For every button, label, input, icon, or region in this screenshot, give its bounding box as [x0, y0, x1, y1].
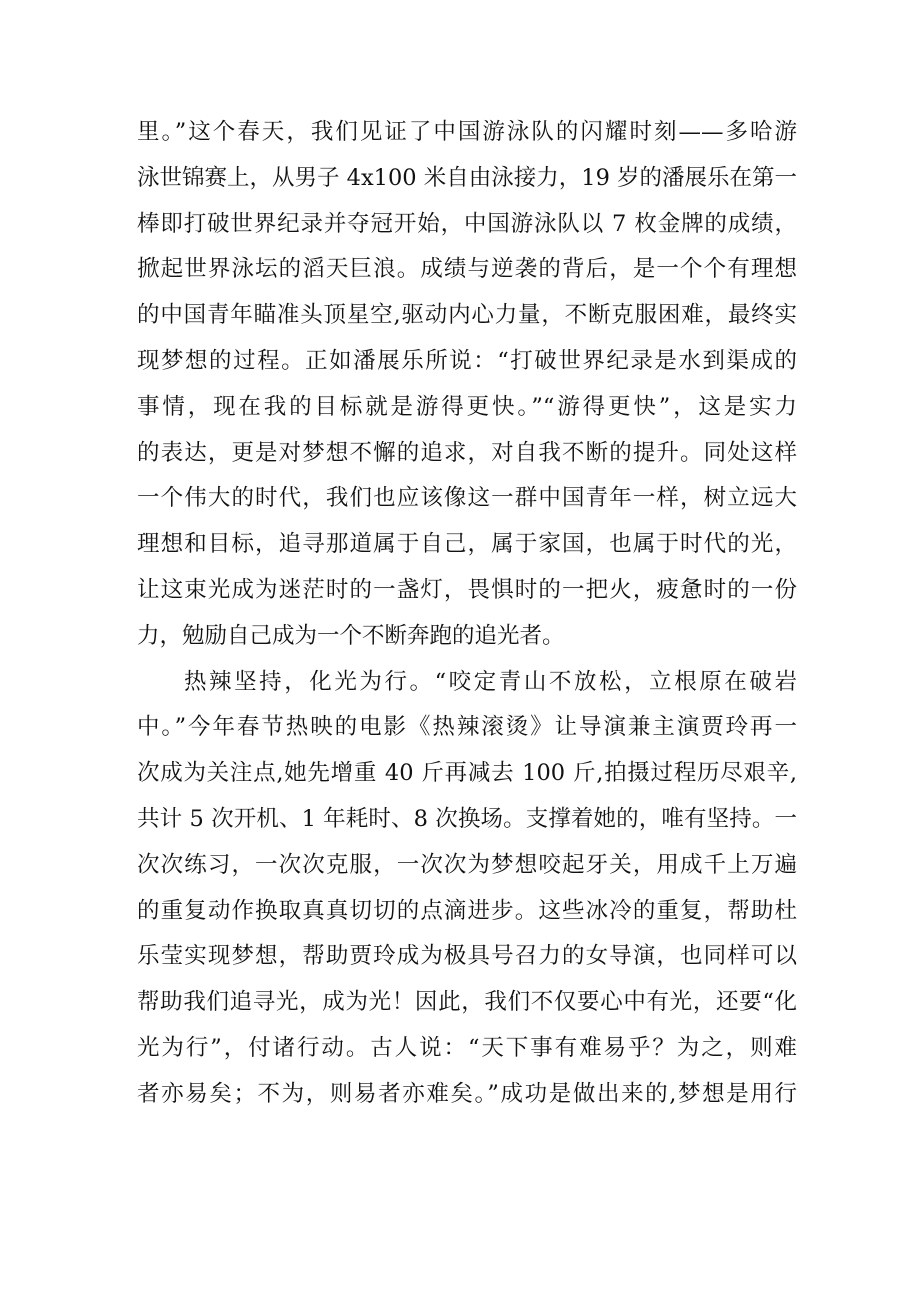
text-line: 里。”这个春天，我们见证了中国游泳队的闪耀时刻——多哈游 — [137, 119, 797, 145]
text-line: 帮助我们追寻光，成为光！因此，我们不仅要心中有光，还要“化 — [137, 989, 797, 1016]
text-line: 的重复动作换取真真切切的点滴进步。这些冰冷的重复，帮助杜 — [137, 897, 797, 924]
text-line: 次成为关注点,她先增重 40 斤再减去 100 斤,拍摄过程历尽艰辛, — [137, 760, 797, 787]
text-line: 共计 5 次开机、1 年耗时、8 次换场。支撑着她的，唯有坚持。一 — [137, 805, 797, 832]
text-line: 者亦易矣；不为，则易者亦难矣。”成功是做出来的,梦想是用行 — [137, 1080, 797, 1107]
text-line: 次次练习，一次次克服，一次次为梦想咬起牙关，用成千上万遍 — [137, 851, 797, 878]
paragraph-swimming — [137, 110, 797, 660]
text-line: 中。”今年春节热映的电影《热辣滚烫》让导演兼主演贾玲再一 — [137, 714, 797, 741]
text-line: 光为行”，付诸行动。古人说：“天下事有难易乎？为之，则难 — [137, 1034, 797, 1061]
text-line: 掀起世界泳坛的滔天巨浪。成绩与逆袭的背后，是一个个有理想 — [137, 256, 797, 283]
text-line: 理想和目标，追寻那道属于自己，属于家国，也属于时代的光， — [137, 531, 797, 558]
text-line: 事情，现在我的目标就是游得更快。”“游得更快”，这是实力 — [137, 393, 797, 420]
text-line: 的表达，更是对梦想不懈的追求，对自我不断的提升。同处这样 — [137, 439, 797, 466]
body-text — [137, 110, 797, 1118]
paragraph-persistence — [137, 660, 797, 1118]
text-line: 乐莹实现梦想，帮助贾玲成为极具号召力的女导演，也同样可以 — [137, 943, 797, 970]
text-line: 力，勉励自己成为一个不断奔跑的追光者。 — [137, 622, 565, 649]
text-line: 的中国青年瞄准头顶星空,驱动内心力量，不断克服困难，最终实 — [137, 302, 797, 329]
text-line: 一个伟大的时代，我们也应该像这一群中国青年一样，树立远大 — [137, 485, 797, 512]
text-line: 让这束光成为迷茫时的一盏灯，畏惧时的一把火，疲惫时的一份 — [137, 576, 797, 603]
text-line: 现梦想的过程。正如潘展乐所说：“打破世界纪录是水到渠成的 — [137, 347, 797, 374]
text-line: 棒即打破世界纪录并夺冠开始，中国游泳队以 7 枚金牌的成绩， — [137, 210, 797, 237]
text-line: 热辣坚持，化光为行。“咬定青山不放松，立根原在破岩 — [184, 668, 797, 695]
text-line: 泳世锦赛上，从男子 4x100 米自由泳接力，19 岁的潘展乐在第一 — [137, 164, 798, 191]
